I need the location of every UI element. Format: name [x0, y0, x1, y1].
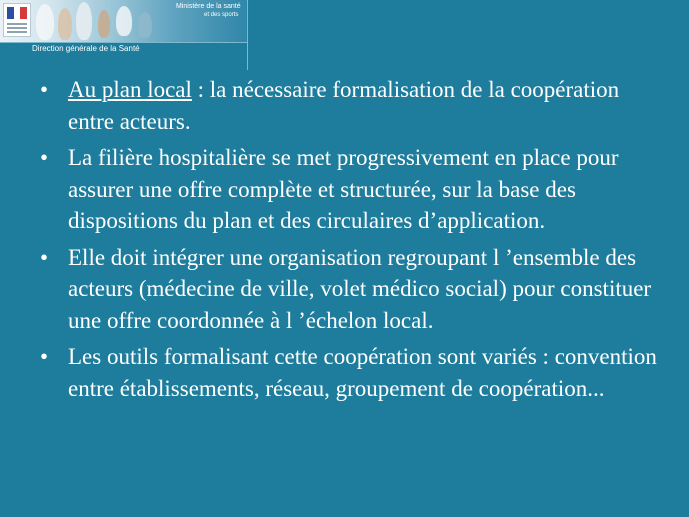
- bullet-text: La filière hospitalière se met progressivement en place pour assurer une offre complète et structurée, sur la base des dispositions du plan et des circulaires d’application.: [68, 145, 619, 233]
- bullet-icon: •: [40, 145, 49, 170]
- bullet-item: [40, 142, 660, 237]
- bullet-icon: •: [40, 244, 49, 270]
- bullet-text: Les outils formalisant cette coopération sont variés : convention entre établissements, réseau, groupement de coopération...: [68, 344, 657, 401]
- header-banner: [0, 0, 248, 42]
- bullet-underlined-text: Au plan local: [68, 77, 192, 102]
- bullet-item: [40, 341, 660, 404]
- bullet-text: Elle doit intégrer une organisation regroupant l ’ensemble des acteurs (médecine de ville, volet médico social) pour constituer une offre coordonnée à l ’échelon local.: [68, 244, 652, 333]
- bullet-icon: •: [40, 344, 49, 369]
- ministry-name: [176, 2, 246, 20]
- bullet-text: : la nécessaire formalisation de la coopération entre acteurs.: [68, 77, 620, 134]
- ministry-line2: et des sports: [204, 12, 239, 18]
- republic-logo: [3, 3, 31, 37]
- bullet-list: [40, 74, 660, 404]
- logo-text-lines: [7, 23, 27, 35]
- header-vertical-divider: [247, 0, 248, 70]
- bullet-item: [40, 242, 660, 337]
- flag-icon: [7, 7, 27, 19]
- direction-label: Direction générale de la Santé: [32, 44, 140, 53]
- header-divider: [0, 42, 248, 43]
- ministry-line1: Ministère de la santé: [176, 3, 241, 10]
- bullet-icon: •: [40, 77, 49, 102]
- slide-content: [40, 74, 660, 409]
- header-photos: [32, 0, 172, 42]
- header: [0, 0, 689, 58]
- bullet-item: [40, 74, 660, 137]
